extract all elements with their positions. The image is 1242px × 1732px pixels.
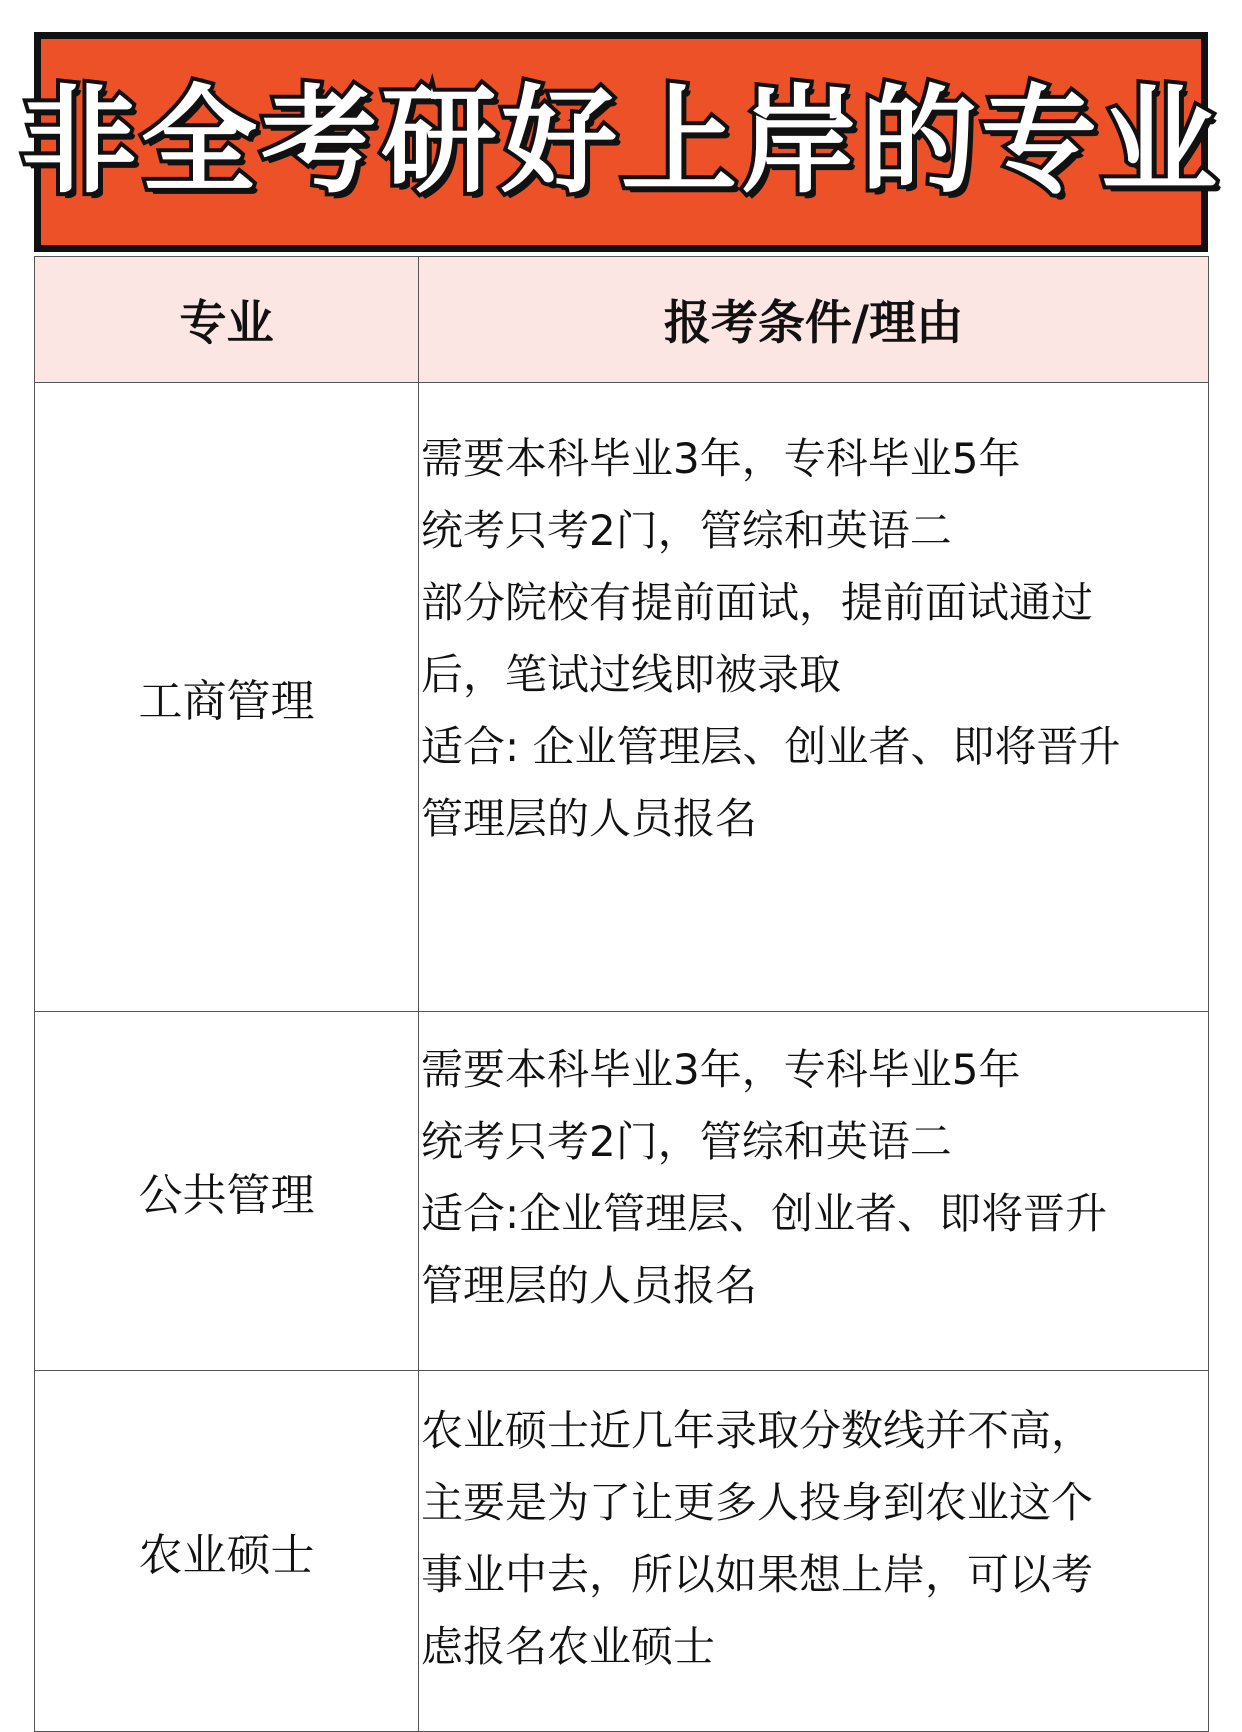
description-line: 后，笔试过线即被录取 — [421, 650, 842, 699]
major-description — [419, 383, 1209, 1012]
description-line: 适合: 企业管理层、创业者、即将晋升 — [421, 722, 1121, 771]
major-name: 公共管理 — [35, 1012, 419, 1371]
major-name: 农业硕士 — [35, 1371, 419, 1732]
description-line: 统考只考2门，管综和英语二 — [421, 1117, 952, 1166]
description-line: 管理层的人员报名 — [421, 1261, 758, 1310]
description-line: 管理层的人员报名 — [421, 794, 758, 843]
title-banner — [21, 32, 1221, 252]
page-title: 非全考研好上岸的专业 — [21, 74, 1221, 209]
description-line: 虑报名农业硕士 — [421, 1622, 716, 1671]
description-line: 部分院校有提前面试，提前面试通过 — [421, 578, 1094, 627]
major-description — [419, 1012, 1209, 1371]
major-name: 工商管理 — [35, 383, 419, 1012]
column-header-major: 专业 — [35, 257, 419, 383]
description-line: 主要是为了让更多人投身到农业这个 — [421, 1478, 1094, 1527]
table-row — [35, 1371, 1209, 1732]
description-line: 统考只考2门，管综和英语二 — [421, 506, 952, 555]
table-row — [35, 383, 1209, 1012]
description-line: 适合:企业管理层、创业者、即将晋升 — [421, 1189, 1108, 1238]
description-line: 需要本科毕业3年，专科毕业5年 — [421, 1045, 1021, 1094]
major-description — [419, 1371, 1209, 1732]
description-line: 事业中去，所以如果想上岸，可以考 — [421, 1550, 1094, 1599]
table-header-row — [35, 257, 1209, 383]
column-header-conditions: 报考条件/理由 — [419, 257, 1209, 383]
description-line: 需要本科毕业3年，专科毕业5年 — [421, 434, 1021, 483]
majors-table — [34, 256, 1209, 1732]
description-line: 农业硕士近几年录取分数线并不高， — [421, 1406, 1094, 1455]
table-row — [35, 1012, 1209, 1371]
